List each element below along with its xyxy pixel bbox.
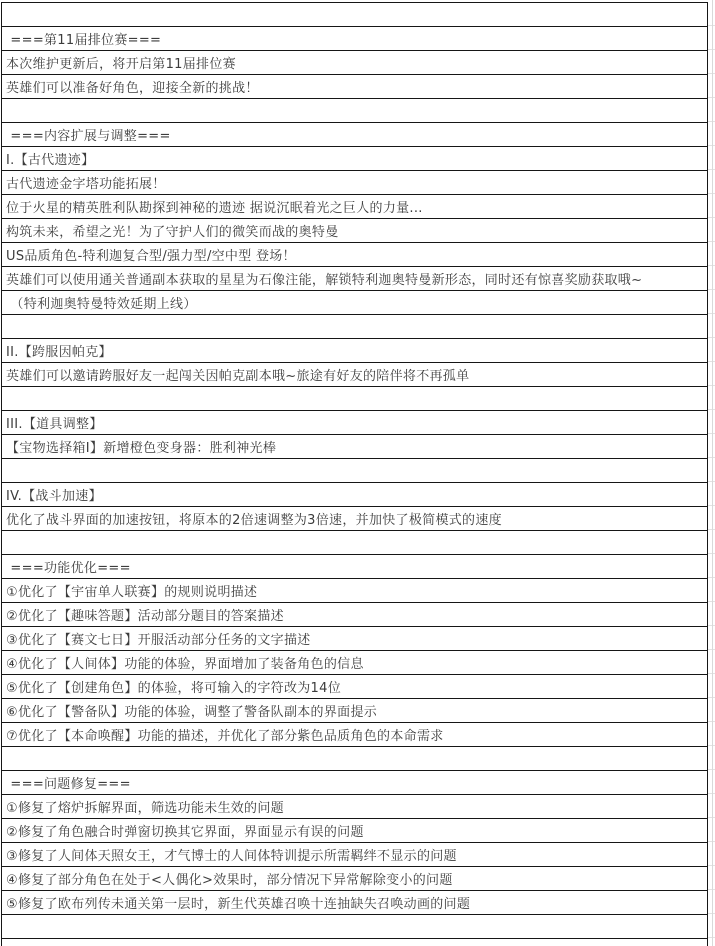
table-row[interactable] bbox=[2, 915, 707, 939]
section-header-row[interactable]: ===第11届排位赛=== bbox=[2, 27, 707, 51]
list-item-row[interactable]: ⑦优化了【本命唤醒】功能的描述，并优化了部分紫色品质角色的本命需求 bbox=[2, 723, 707, 747]
list-item-row[interactable]: ⑤修复了欧布列传未通关第一层时，新生代英雄召唤十连抽缺失召唤动画的问题 bbox=[2, 891, 707, 915]
table-row[interactable] bbox=[2, 939, 707, 946]
table-row[interactable]: 【宝物选择箱I】新增橙色变身器：胜利神光棒 bbox=[2, 435, 707, 459]
table-row[interactable]: 本次维护更新后，将开启第11届排位赛 bbox=[2, 51, 707, 75]
table-row[interactable] bbox=[2, 531, 707, 555]
list-item-row[interactable]: ①优化了【宇宙单人联赛】的规则说明描述 bbox=[2, 579, 707, 603]
table-row[interactable] bbox=[2, 99, 707, 123]
adjacent-column-gridline bbox=[712, 0, 713, 946]
list-item-row[interactable]: ⑥优化了【警备队】功能的体验，调整了警备队副本的界面提示 bbox=[2, 699, 707, 723]
table-row[interactable]: 英雄们可以使用通关普通副本获取的星星为石像注能，解锁特利迦奥特曼新形态，同时还有惊喜奖励获取哦~ bbox=[2, 267, 707, 291]
table-row[interactable]: 优化了战斗界面的加速按钮，将原本的2倍速调整为3倍速，并加快了极简模式的速度 bbox=[2, 507, 707, 531]
list-item-row[interactable]: ③修复了人间体天照女王，才气博士的人间体特训提示所需羁绊不显示的问题 bbox=[2, 843, 707, 867]
table-row[interactable]: US品质角色-特利迦复合型/强力型/空中型 登场！ bbox=[2, 243, 707, 267]
list-item-row[interactable]: ①修复了熔炉拆解界面，筛选功能未生效的问题 bbox=[2, 795, 707, 819]
table-row[interactable] bbox=[2, 315, 707, 339]
list-item-row[interactable]: ②优化了【趣味答题】活动部分题目的答案描述 bbox=[2, 603, 707, 627]
list-item-row[interactable]: ③优化了【赛文七日】开服活动部分任务的文字描述 bbox=[2, 627, 707, 651]
table-row[interactable]: 位于火星的精英胜利队勘探到神秘的遗迹 据说沉眠着光之巨人的力量... bbox=[2, 195, 707, 219]
table-row[interactable] bbox=[2, 747, 707, 771]
list-item-row[interactable]: ⑤优化了【创建角色】的体验，将可输入的字符改为14位 bbox=[2, 675, 707, 699]
table-row[interactable]: 英雄们可以准备好角色，迎接全新的挑战！ bbox=[2, 75, 707, 99]
table-row[interactable] bbox=[2, 3, 707, 27]
subsection-title-row[interactable]: I.【古代遗迹】 bbox=[2, 147, 707, 171]
table-row[interactable] bbox=[2, 459, 707, 483]
subsection-title-row[interactable]: II.【跨服因帕克】 bbox=[2, 339, 707, 363]
section-header-row[interactable]: ===内容扩展与调整=== bbox=[2, 123, 707, 147]
list-item-row[interactable]: ②修复了角色融合时弹窗切换其它界面，界面显示有误的问题 bbox=[2, 819, 707, 843]
table-row[interactable]: （特利迦奥特曼特效延期上线） bbox=[2, 291, 707, 315]
subsection-title-row[interactable]: III.【道具调整】 bbox=[2, 411, 707, 435]
list-item-row[interactable]: ④修复了部分角色在处于<人偶化>效果时，部分情况下异常解除变小的问题 bbox=[2, 867, 707, 891]
subsection-title-row[interactable]: IV.【战斗加速】 bbox=[2, 483, 707, 507]
table-row[interactable]: 构筑未来，希望之光！为了守护人们的微笑而战的奥特曼 bbox=[2, 219, 707, 243]
table-row[interactable]: 古代遗迹金字塔功能拓展！ bbox=[2, 171, 707, 195]
update-notes-table bbox=[1, 2, 708, 946]
table-row[interactable] bbox=[2, 387, 707, 411]
section-header-row[interactable]: ===问题修复=== bbox=[2, 771, 707, 795]
list-item-row[interactable]: ④优化了【人间体】功能的体验，界面增加了装备角色的信息 bbox=[2, 651, 707, 675]
table-row[interactable]: 英雄们可以邀请跨服好友一起闯关因帕克副本哦~旅途有好友的陪伴将不再孤单 bbox=[2, 363, 707, 387]
section-header-row[interactable]: ===功能优化=== bbox=[2, 555, 707, 579]
